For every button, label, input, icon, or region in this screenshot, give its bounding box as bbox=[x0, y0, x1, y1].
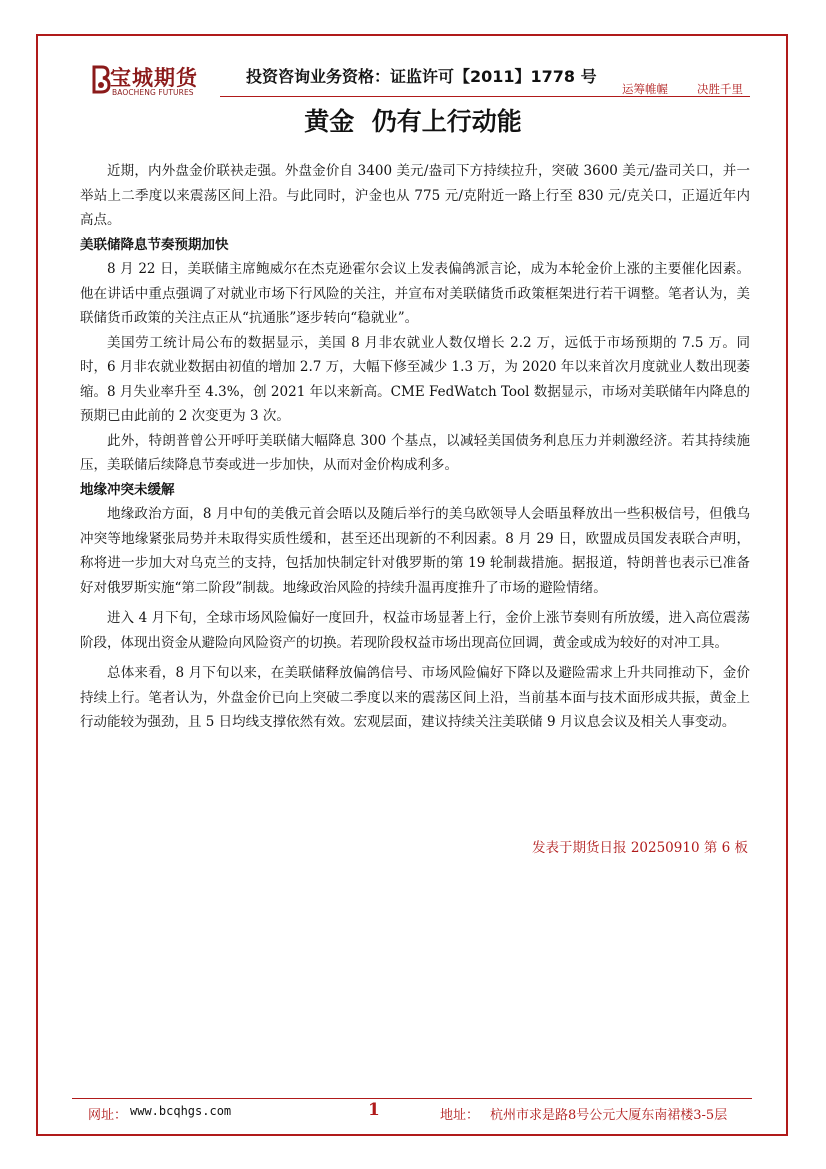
footer-website[interactable]: www.bcqhgs.com bbox=[130, 1104, 232, 1118]
logo-text-en: BAOCHENG FUTURES bbox=[112, 88, 194, 97]
paragraph-trump: 此外，特朗普曾公开呼吁美联储大幅降息 300 个基点，以减轻美国债务利息压力并刺激经济。若其持续施压，美联储后续降息节奏或进一步加快，从而对金价构成利多。 bbox=[80, 432, 750, 473]
paragraph-geopolitics: 地缘政治方面，8 月中旬的美俄元首会晤以及随后举行的美乌欧领导人会晤虽释放出一些积极信号，但俄乌冲突等地缘紧张局势并未取得实质性缓和，甚至还出现新的不利因素。8 月 29 日，欧盟成员国发表联合声明，称将进一步加大对乌克兰的支持，包括加快制定针对俄罗斯的第 19 轮制裁措施。据报道，特朗普也表示已准备好对俄罗斯实施“第二阶段”制裁。地缘政治风险的持续升温再度推升了市场的避险情绪。 bbox=[80, 506, 750, 596]
article-body bbox=[80, 159, 750, 735]
footer-address-label: 地址： bbox=[440, 1108, 480, 1123]
header-divider bbox=[220, 96, 750, 97]
paragraph-powell: 8 月 22 日，美联储主席鲍威尔在杰克逊霍尔会议上发表偏鸽派言论，成为本轮金价上涨的主要催化因素。他在讲话中重点强调了对就业市场下行风险的关注，并宣布对美联储货币政策框架进行若干调整。笔者认为，美联储货币政策的关注点正从“抗通胀”逐步转向“稳就业”。 bbox=[80, 261, 750, 326]
paragraph-intro: 近期，内外盘金价联袂走强。外盘金价自 3400 美元/盎司下方持续拉升，突破 3600 美元/盎司关口，并一举站上二季度以来震荡区间上沿。与此同时，沪金也从 775 元/克附近一路上行至 830 元/克关口，正逼近年内高点。 bbox=[80, 163, 750, 228]
page-number: 1 bbox=[368, 1100, 380, 1120]
paragraph-employment: 美国劳工统计局公布的数据显示，美国 8 月非农就业人数仅增长 2.2 万，远低于市场预期的 7.5 万。同时，6 月非农就业数据由初值的增加 2.7 万，大幅下修至减少 1.3 万，为 2020 年以来首次月度就业人数出现萎缩。8 月失业率升至 4.3%，创 2021 年以来新高。CME FedWatch Tool 数据显示，市场对美联储年内降息的预期已由此前的 2 次变更为 3 次。 bbox=[80, 334, 750, 424]
publication-source: 发表于期货日报 20250910 第 6 板 bbox=[532, 840, 748, 856]
slogan-right: 决胜千里 bbox=[697, 82, 743, 96]
qualification-header: 投资咨询业务资格：证监许可【2011】1778 号 bbox=[246, 67, 597, 86]
article-title: 黄金 仍有上行动能 bbox=[304, 107, 522, 136]
paragraph-conclusion: 总体来看，8 月下旬以来，在美联储释放偏鸽信号、市场风险偏好下降以及避险需求上升共同推动下，金价持续上行。笔者认为，外盘金价已向上突破二季度以来的震荡区间上沿，当前基本面与技术面形成共振，黄金上行动能较为强劲，且 5 日均线支撑依然有效。宏观层面，建议持续关注美联储 9 月议息会议及相关人事变动。 bbox=[80, 665, 750, 730]
footer-address: 杭州市求是路8号公元大厦东南裙楼3-5层 bbox=[490, 1108, 728, 1123]
logo-mark-icon bbox=[90, 64, 112, 96]
slogan-left: 运筹帷幄 bbox=[622, 82, 668, 96]
paragraph-risk-appetite: 进入 4 月下旬，全球市场风险偏好一度回升，权益市场显著上行，金价上涨节奏则有所放缓，进入高位震荡阶段，体现出资金从避险向风险资产的切换。若现阶段权益市场出现高位回调，黄金或成为较好的对冲工具。 bbox=[80, 610, 750, 651]
logo-text-cn: 宝城期货 bbox=[110, 65, 198, 90]
section-heading-fed: 美联储降息节奏预期加快 bbox=[80, 236, 229, 253]
company-logo bbox=[90, 62, 220, 100]
section-heading-geopolitics: 地缘冲突未缓解 bbox=[80, 481, 175, 498]
footer-divider bbox=[72, 1098, 752, 1099]
footer-website-label: 网址： bbox=[88, 1108, 128, 1123]
